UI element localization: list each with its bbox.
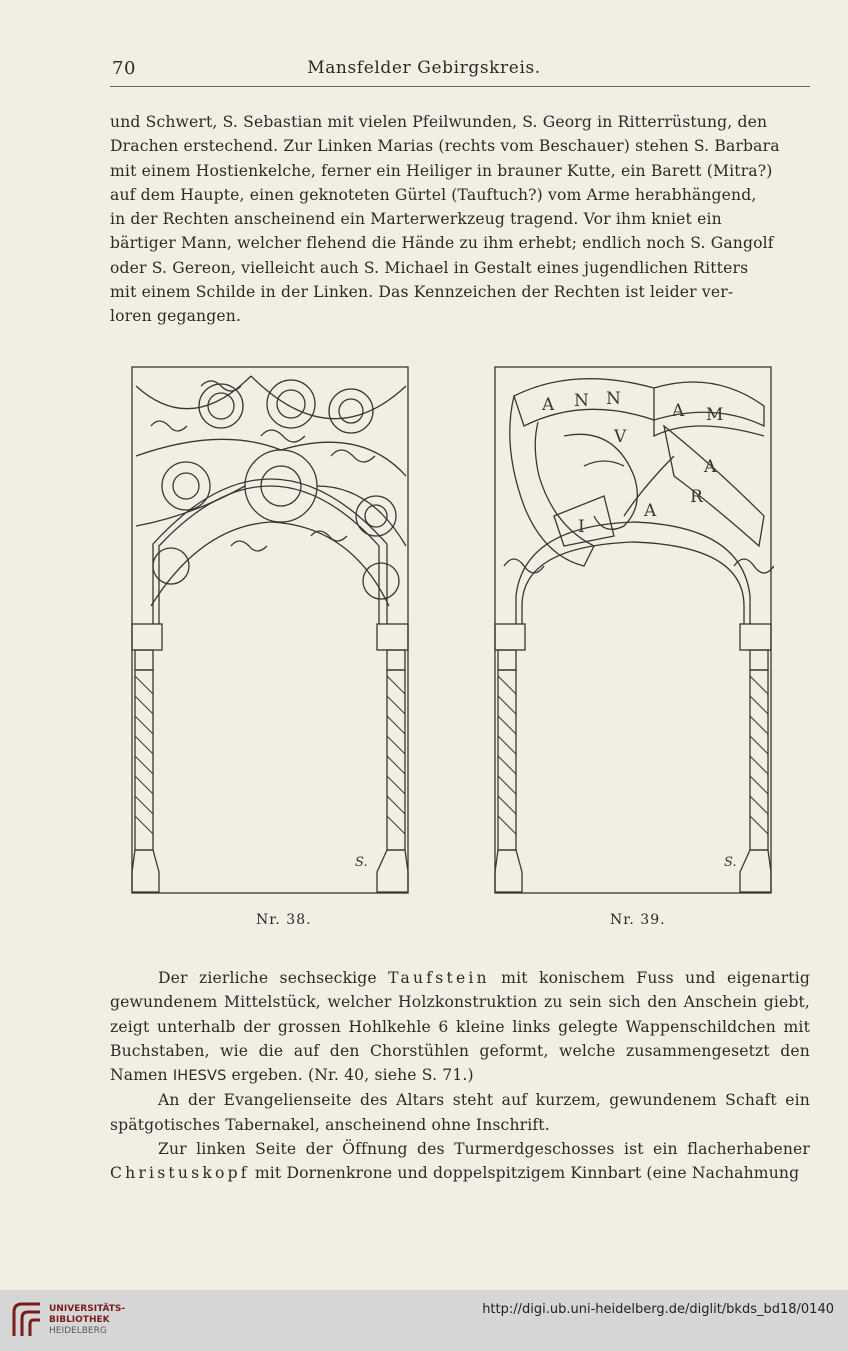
library-logo-icon[interactable]: [10, 1301, 44, 1339]
text-line: loren gegangen.: [110, 307, 242, 326]
banner-letter: N: [574, 391, 589, 411]
library-logo-text: [49, 1304, 125, 1337]
banner-letter: A: [704, 457, 717, 477]
text-line: Drachen erstechend. Zur Linken Marias (rechts vom Beschauer) stehen S. Barbara: [110, 137, 780, 156]
banner-letter: A: [672, 401, 685, 421]
artist-signature: S.: [724, 855, 737, 870]
text-line: oder S. Gereon, vielleicht auch S. Michael in Gestalt eines jugendlichen Ritters: [110, 258, 749, 277]
page-number: 70: [112, 58, 136, 79]
text-run: Der zierliche sechseckige: [158, 969, 389, 987]
text-line: und Schwert, S. Sebastian mit vielen Pfeilwunden, S. Georg in Ritterrüstung, den: [110, 113, 768, 131]
spaced-term: Taufstein: [388, 969, 490, 987]
figure-nr-39: [494, 366, 774, 894]
text-line: mit einem Hostienkelche, ferner ein Heiliger in brauner Kutte, ein Barett (Mitra?): [110, 161, 773, 180]
banner-letter: M: [706, 405, 724, 425]
spaced-term: Christuskopf: [110, 1164, 250, 1183]
logo-line: BIBLIOTHEK: [49, 1315, 110, 1325]
banner-letter: A: [644, 501, 657, 521]
banner-letter: I: [578, 517, 585, 537]
header-rule: [110, 86, 810, 87]
text-run: mit konischem Fuss und eigenartig gewundenem Mittelstück, welcher Holzkonstruktion zu sein sich den Anschein giebt, zeigt unterhalb der grossen Hohlkehle 6 kleine links gelegte Wappenschildchen mit Buchstaben, wie die auf den Chorstühlen geformt, welche zusammengesetzt den Namen: [110, 969, 810, 1085]
artist-signature: S.: [355, 855, 368, 870]
running-title: Mansfelder Gebirgskreis.: [307, 58, 541, 78]
text-line: bärtiger Mann, welcher flehend die Hände zu ihm erhebt; endlich noch S. Gangolf: [110, 234, 774, 253]
text-run: Zur linken Seite der Öffnung des Turmerdgeschosses ist ein flacherhabener: [158, 1140, 810, 1159]
top-paragraph: [110, 110, 810, 329]
caption-nr-39: Nr. 39.: [610, 912, 666, 928]
body-paragraphs: [110, 966, 810, 1186]
banner-letter: V: [614, 427, 627, 447]
banner-letter: N: [606, 389, 621, 409]
banner-letter: R: [690, 487, 703, 507]
text-run: ergeben. (Nr. 40, siehe S. 71.): [226, 1066, 474, 1085]
permalink-url[interactable]: http://digi.ub.uni-heidelberg.de/diglit/bkds_bd18/0140: [482, 1302, 834, 1317]
arch-foliage-illustration: [131, 366, 411, 894]
logo-line: HEIDELBERG: [49, 1326, 107, 1336]
banner-letter: A: [542, 395, 555, 415]
text-line: in der Rechten anscheinend ein Marterwerkzeug tragend. Vor ihm kniet ein: [110, 210, 722, 229]
text-line: auf dem Haupte, einen geknoteten Gürtel (Tauftuch?) vom Arme herabhängend,: [110, 185, 757, 204]
logo-line: UNIVERSITÄTS-: [49, 1304, 126, 1314]
arch-banner-illustration: [494, 366, 774, 894]
text-run: mit Dornenkrone und doppelspitzigem Kinnbart (eine Nachahmung: [249, 1164, 800, 1183]
paragraph-christuskopf: [110, 1137, 810, 1186]
caption-nr-38: Nr. 38.: [256, 912, 312, 928]
text-line: mit einem Schilde in der Linken. Das Kennzeichen der Rechten ist leider ver-: [110, 283, 734, 302]
viewer-footer: [0, 1290, 848, 1351]
paragraph-taufstein: [110, 966, 810, 1088]
paragraph-tabernakel: An der Evangelienseite des Altars steht auf kurzem, gewundenem Schaft ein spätgotisches Tabernakel, anscheinend ohne Inschrift.: [110, 1091, 810, 1134]
name-ihesvs: IHESVS: [172, 1068, 227, 1085]
figure-nr-38: [131, 366, 411, 894]
